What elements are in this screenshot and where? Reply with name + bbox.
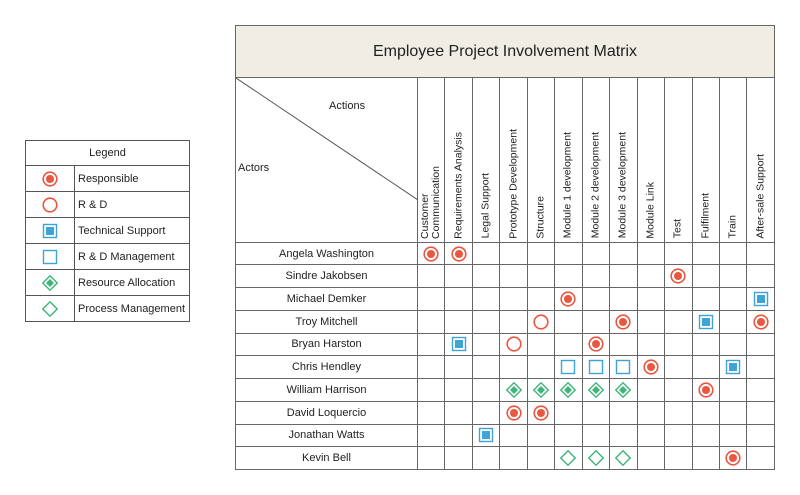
legend-label: Process Management bbox=[75, 296, 190, 322]
matrix-cell bbox=[665, 379, 692, 402]
matrix-cell bbox=[582, 447, 609, 470]
matrix-cell bbox=[472, 379, 499, 402]
matrix-cell bbox=[445, 310, 472, 333]
matrix-cell bbox=[610, 401, 637, 424]
matrix-cell bbox=[665, 242, 692, 265]
matrix-cell bbox=[445, 242, 472, 265]
matrix-cell bbox=[445, 401, 472, 424]
matrix-cell bbox=[719, 424, 746, 447]
matrix-cell bbox=[637, 401, 664, 424]
matrix-cell bbox=[555, 447, 582, 470]
column-header bbox=[418, 78, 445, 243]
matrix-cell bbox=[665, 310, 692, 333]
matrix-row bbox=[236, 310, 775, 333]
matrix-cell bbox=[747, 356, 775, 379]
matrix-row bbox=[236, 333, 775, 356]
matrix-cell bbox=[747, 265, 775, 288]
column-header-label: Module 2 development bbox=[589, 132, 602, 239]
column-header bbox=[747, 78, 775, 243]
actor-name: Troy Mitchell bbox=[236, 310, 418, 333]
column-header bbox=[637, 78, 664, 243]
matrix-cell bbox=[445, 379, 472, 402]
matrix-cell bbox=[719, 401, 746, 424]
matrix-title: Employee Project Involvement Matrix bbox=[236, 26, 775, 78]
column-header bbox=[500, 78, 527, 243]
matrix-cell bbox=[418, 310, 445, 333]
matrix-cell bbox=[527, 310, 554, 333]
responsible-icon bbox=[42, 171, 58, 187]
rd-icon bbox=[533, 314, 549, 330]
matrix-cell bbox=[610, 288, 637, 311]
technical-support-icon bbox=[451, 336, 467, 352]
responsible-icon bbox=[560, 291, 576, 307]
matrix-cell bbox=[637, 242, 664, 265]
matrix-cell bbox=[527, 424, 554, 447]
technical-support-icon bbox=[478, 427, 494, 443]
matrix-cell bbox=[719, 379, 746, 402]
matrix-cell bbox=[719, 242, 746, 265]
rd-management-icon bbox=[615, 359, 631, 375]
matrix-cell bbox=[637, 310, 664, 333]
column-header bbox=[692, 78, 719, 243]
responsible-icon bbox=[423, 246, 439, 262]
matrix-cell bbox=[665, 288, 692, 311]
matrix-cell bbox=[692, 310, 719, 333]
responsible-icon bbox=[670, 268, 686, 284]
corner-cell bbox=[236, 78, 418, 243]
process-management-icon bbox=[588, 450, 604, 466]
matrix-cell bbox=[747, 288, 775, 311]
matrix-cell bbox=[719, 447, 746, 470]
column-header-label: Legal Support bbox=[479, 173, 492, 239]
matrix-cell bbox=[500, 242, 527, 265]
matrix-row bbox=[236, 379, 775, 402]
matrix-cell bbox=[500, 424, 527, 447]
matrix-cell bbox=[582, 242, 609, 265]
matrix-cell bbox=[637, 333, 664, 356]
actor-name: Jonathan Watts bbox=[236, 424, 418, 447]
matrix-cell bbox=[527, 401, 554, 424]
legend-symbol bbox=[26, 166, 75, 192]
actor-name: Sindre Jakobsen bbox=[236, 265, 418, 288]
resource-allocation-icon bbox=[42, 275, 58, 291]
column-header-label: Customer Communication bbox=[419, 165, 443, 239]
matrix-cell bbox=[610, 310, 637, 333]
legend-title: Legend bbox=[26, 141, 190, 166]
column-header bbox=[445, 78, 472, 243]
technical-support-icon bbox=[42, 223, 58, 239]
column-header bbox=[582, 78, 609, 243]
matrix-cell bbox=[500, 288, 527, 311]
matrix-cell bbox=[665, 356, 692, 379]
matrix-cell bbox=[472, 333, 499, 356]
matrix-cell bbox=[418, 401, 445, 424]
legend-label: R & D Management bbox=[75, 244, 190, 270]
responsible-icon bbox=[451, 246, 467, 262]
matrix-row bbox=[236, 356, 775, 379]
rd-icon bbox=[42, 197, 58, 213]
legend-symbol bbox=[26, 270, 75, 296]
matrix-cell bbox=[582, 379, 609, 402]
matrix-cell bbox=[555, 401, 582, 424]
actor-name: Angela Washington bbox=[236, 242, 418, 265]
matrix-cell bbox=[719, 288, 746, 311]
matrix-cell bbox=[418, 288, 445, 311]
matrix-cell bbox=[555, 310, 582, 333]
matrix-cell bbox=[665, 401, 692, 424]
matrix-cell bbox=[747, 333, 775, 356]
responsible-icon bbox=[588, 336, 604, 352]
legend-symbol bbox=[26, 296, 75, 322]
matrix-cell bbox=[527, 356, 554, 379]
matrix-cell bbox=[418, 333, 445, 356]
resource-allocation-icon bbox=[560, 382, 576, 398]
matrix-cell bbox=[610, 379, 637, 402]
column-header-label: Module Link bbox=[644, 182, 657, 239]
matrix-cell bbox=[527, 265, 554, 288]
matrix-cell bbox=[445, 333, 472, 356]
rd-management-icon bbox=[42, 249, 58, 265]
matrix-cell bbox=[472, 310, 499, 333]
matrix-row bbox=[236, 447, 775, 470]
legend-symbol bbox=[26, 218, 75, 244]
column-header-label: Module 3 development bbox=[616, 132, 629, 239]
matrix-cell bbox=[582, 424, 609, 447]
matrix-cell bbox=[582, 265, 609, 288]
legend-label: Responsible bbox=[75, 166, 190, 192]
responsible-icon bbox=[533, 405, 549, 421]
matrix-cell bbox=[445, 265, 472, 288]
matrix-cell bbox=[610, 424, 637, 447]
matrix-cell bbox=[665, 424, 692, 447]
legend-symbol bbox=[26, 244, 75, 270]
matrix-cell bbox=[418, 447, 445, 470]
matrix-cell bbox=[527, 333, 554, 356]
matrix-cell bbox=[747, 379, 775, 402]
matrix-cell bbox=[418, 379, 445, 402]
responsible-icon bbox=[615, 314, 631, 330]
legend-row bbox=[26, 166, 190, 192]
legend-row bbox=[26, 192, 190, 218]
matrix-cell bbox=[610, 356, 637, 379]
matrix-cell bbox=[555, 379, 582, 402]
matrix-cell bbox=[692, 401, 719, 424]
matrix-cell bbox=[527, 447, 554, 470]
column-header-label: Prototype Development bbox=[507, 128, 520, 239]
technical-support-icon bbox=[753, 291, 769, 307]
matrix-row bbox=[236, 242, 775, 265]
matrix-cell bbox=[472, 242, 499, 265]
matrix-cell bbox=[637, 288, 664, 311]
matrix-cell bbox=[582, 356, 609, 379]
matrix-cell bbox=[555, 265, 582, 288]
matrix-cell bbox=[692, 424, 719, 447]
matrix-cell bbox=[418, 424, 445, 447]
rd-management-icon bbox=[560, 359, 576, 375]
matrix-row bbox=[236, 424, 775, 447]
matrix-cell bbox=[692, 242, 719, 265]
matrix-cell bbox=[445, 356, 472, 379]
actions-label: Actions bbox=[329, 100, 366, 113]
matrix-cell bbox=[637, 447, 664, 470]
actor-name: Kevin Bell bbox=[236, 447, 418, 470]
actors-label: Actors bbox=[238, 162, 270, 175]
matrix-cell bbox=[555, 288, 582, 311]
column-header-label: Test bbox=[671, 219, 684, 239]
column-header bbox=[555, 78, 582, 243]
matrix-cell bbox=[719, 333, 746, 356]
matrix-cell bbox=[747, 424, 775, 447]
matrix-cell bbox=[418, 242, 445, 265]
rd-icon bbox=[506, 336, 522, 352]
resource-allocation-icon bbox=[506, 382, 522, 398]
legend-label: Resource Allocation bbox=[75, 270, 190, 296]
column-header-label: Fulfilment bbox=[699, 193, 712, 239]
involvement-matrix bbox=[235, 25, 775, 470]
matrix-cell bbox=[747, 401, 775, 424]
matrix-cell bbox=[637, 265, 664, 288]
matrix-cell bbox=[472, 447, 499, 470]
matrix-cell bbox=[500, 310, 527, 333]
matrix-cell bbox=[665, 333, 692, 356]
column-header bbox=[527, 78, 554, 243]
matrix-cell bbox=[747, 310, 775, 333]
column-header-label: Structure bbox=[534, 196, 547, 239]
legend-row bbox=[26, 244, 190, 270]
matrix-cell bbox=[637, 379, 664, 402]
matrix-row bbox=[236, 265, 775, 288]
responsible-icon bbox=[506, 405, 522, 421]
rd-management-icon bbox=[588, 359, 604, 375]
matrix-cell bbox=[637, 424, 664, 447]
matrix-cell bbox=[472, 401, 499, 424]
matrix-row bbox=[236, 401, 775, 424]
matrix-cell bbox=[500, 447, 527, 470]
matrix-cell bbox=[747, 242, 775, 265]
column-header bbox=[610, 78, 637, 243]
actor-name: David Loquercio bbox=[236, 401, 418, 424]
responsible-icon bbox=[643, 359, 659, 375]
matrix-cell bbox=[500, 265, 527, 288]
matrix-cell bbox=[582, 333, 609, 356]
process-management-icon bbox=[560, 450, 576, 466]
matrix-cell bbox=[472, 288, 499, 311]
matrix-cell bbox=[610, 447, 637, 470]
matrix-cell bbox=[555, 356, 582, 379]
matrix-cell bbox=[582, 288, 609, 311]
matrix-cell bbox=[472, 265, 499, 288]
matrix-cell bbox=[472, 356, 499, 379]
matrix-cell bbox=[692, 288, 719, 311]
matrix-cell bbox=[500, 333, 527, 356]
matrix-cell bbox=[555, 242, 582, 265]
matrix-cell bbox=[582, 310, 609, 333]
actor-name: Michael Demker bbox=[236, 288, 418, 311]
legend-row bbox=[26, 218, 190, 244]
legend bbox=[25, 140, 190, 322]
matrix-cell bbox=[637, 356, 664, 379]
corner-diagonal bbox=[236, 78, 418, 200]
matrix-cell bbox=[719, 356, 746, 379]
matrix-cell bbox=[500, 401, 527, 424]
legend-label: R & D bbox=[75, 192, 190, 218]
matrix-cell bbox=[610, 265, 637, 288]
matrix-cell bbox=[610, 333, 637, 356]
matrix-cell bbox=[692, 333, 719, 356]
responsible-icon bbox=[753, 314, 769, 330]
column-header bbox=[719, 78, 746, 243]
legend-symbol bbox=[26, 192, 75, 218]
matrix-cell bbox=[719, 265, 746, 288]
actor-name: Chris Hendley bbox=[236, 356, 418, 379]
matrix-cell bbox=[582, 401, 609, 424]
column-header-label: After-sale Support bbox=[754, 154, 767, 239]
matrix-cell bbox=[555, 424, 582, 447]
matrix-cell bbox=[527, 242, 554, 265]
matrix-row bbox=[236, 288, 775, 311]
matrix-cell bbox=[747, 447, 775, 470]
responsible-icon bbox=[725, 450, 741, 466]
matrix-cell bbox=[445, 288, 472, 311]
matrix-cell bbox=[472, 424, 499, 447]
legend-label: Technical Support bbox=[75, 218, 190, 244]
column-header-label: Requirements Analysis bbox=[452, 131, 465, 239]
legend-row bbox=[26, 270, 190, 296]
actor-name: Bryan Harston bbox=[236, 333, 418, 356]
matrix-cell bbox=[692, 356, 719, 379]
resource-allocation-icon bbox=[615, 382, 631, 398]
matrix-cell bbox=[527, 288, 554, 311]
matrix-cell bbox=[418, 265, 445, 288]
process-management-icon bbox=[42, 301, 58, 317]
column-header bbox=[472, 78, 499, 243]
responsible-icon bbox=[698, 382, 714, 398]
technical-support-icon bbox=[725, 359, 741, 375]
process-management-icon bbox=[615, 450, 631, 466]
resource-allocation-icon bbox=[588, 382, 604, 398]
column-header-label: Train bbox=[726, 215, 739, 239]
matrix-cell bbox=[719, 310, 746, 333]
resource-allocation-icon bbox=[533, 382, 549, 398]
matrix-cell bbox=[692, 265, 719, 288]
matrix-cell bbox=[527, 379, 554, 402]
matrix-cell bbox=[610, 242, 637, 265]
matrix-cell bbox=[692, 447, 719, 470]
matrix-cell bbox=[500, 356, 527, 379]
matrix-cell bbox=[692, 379, 719, 402]
column-header-label: Module 1 development bbox=[561, 132, 574, 239]
matrix-cell bbox=[418, 356, 445, 379]
technical-support-icon bbox=[698, 314, 714, 330]
matrix-cell bbox=[445, 424, 472, 447]
matrix-cell bbox=[445, 447, 472, 470]
matrix-cell bbox=[555, 333, 582, 356]
column-header bbox=[665, 78, 692, 243]
matrix-cell bbox=[665, 447, 692, 470]
legend-row bbox=[26, 296, 190, 322]
matrix-cell bbox=[500, 379, 527, 402]
matrix-cell bbox=[665, 265, 692, 288]
actor-name: William Harrison bbox=[236, 379, 418, 402]
